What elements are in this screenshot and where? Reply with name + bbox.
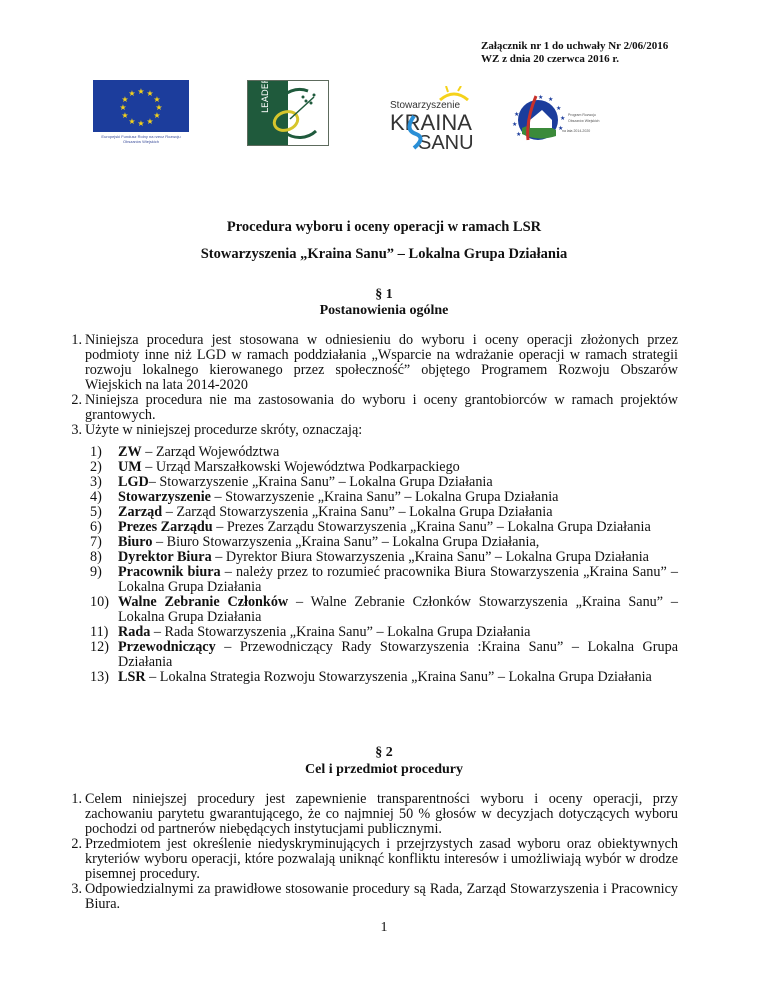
- document-title-line-2: Stowarzyszenia „Kraina Sanu” – Lokalna Grupa Działania: [200, 246, 568, 262]
- svg-text:★: ★: [153, 111, 161, 120]
- abbreviation-item: 9) Pracownik biura – należy przez to rozumieć pracownika Biura Stowarzyszenia „Kraina Sanu” – Lokalna Grupa Działania: [90, 564, 678, 595]
- section-1-list: [42, 333, 678, 438]
- page-number: 1: [380, 920, 388, 935]
- abbreviation-item: 1) ZW – Zarząd Województwa: [90, 444, 280, 460]
- svg-text:★: ★: [538, 94, 544, 101]
- kraina-sanu-emblem-icon: [388, 86, 488, 151]
- eu-stars-icon: [93, 80, 189, 132]
- svg-text:Obszarów Wiejskich: Obszarów Wiejskich: [568, 119, 600, 123]
- attachment-line-2: WZ z dnia 20 czerwca 2016 r.: [481, 53, 619, 65]
- abbreviation-item: 7) Biuro – Biuro Stowarzyszenia „Kraina Sanu” – Lokalna Grupa Działania,: [90, 534, 540, 550]
- list-item: 1. Niniejsza procedura jest stosowana w odniesieniu do wyboru i oceny operacji złożonych przez podmioty inne niż LGD w ramach poddziałania „Wsparcie na wdrażanie operacji w ramach strategii rozwoju lokalnego kierowanego przez społeczność” objętego Programem Rozwoju Obszarów Wiejskich na lata 2014-2020: [71, 332, 678, 393]
- abbreviation-item: 10) Walne Zebranie Członków – Walne Zebranie Członków Stowarzyszenia „Kraina Sanu” – Lokalna Grupa Działania: [90, 594, 678, 625]
- leader-emblem-icon: [248, 81, 328, 145]
- svg-text:LEADER: LEADER: [261, 81, 271, 113]
- svg-text:★: ★: [146, 89, 154, 98]
- svg-text:★: ★: [514, 111, 520, 118]
- svg-text:na lata 2014-2020: na lata 2014-2020: [562, 129, 591, 133]
- section-1-heading: Postanowienia ogólne: [319, 303, 449, 318]
- svg-text:SANU: SANU: [418, 132, 474, 151]
- svg-text:★: ★: [121, 95, 129, 104]
- svg-text:★: ★: [128, 117, 136, 126]
- section-2-heading: Cel i przedmiot procedury: [305, 762, 463, 777]
- prow-emblem-icon: [512, 90, 600, 146]
- svg-text:★: ★: [516, 131, 522, 138]
- svg-text:★: ★: [512, 121, 518, 128]
- abbreviation-item: 11) Rada – Rada Stowarzyszenia „Kraina Sanu” – Lokalna Grupa Działania: [90, 624, 531, 640]
- abbreviation-item: 12) Przewodniczący – Przewodniczący Rady Stowarzyszenia :Kraina Sanu” – Lokalna Grupa Działania: [90, 639, 678, 670]
- svg-text:★: ★: [558, 125, 564, 132]
- abbreviation-item: 4) Stowarzyszenie – Stowarzyszenie „Kraina Sanu” – Lokalna Grupa Działania: [90, 489, 559, 505]
- eu-fund-caption: Europejski Fundusz Rolny na rzecz Rozwoju Obszarów Wiejskich: [101, 134, 181, 144]
- eu-flag-logo: [93, 80, 189, 132]
- list-item: 3. Odpowiedzialnymi za prawidłowe stosowanie procedury są Rada, Zarząd Stowarzyszenia i Pracownicy Biura.: [71, 881, 678, 912]
- svg-text:★: ★: [560, 115, 566, 122]
- svg-text:★: ★: [153, 95, 161, 104]
- document-title-line-1: Procedura wyboru i oceny operacji w ramach LSR: [226, 219, 542, 235]
- list-item: 2. Przedmiotem jest określenie niedyskryminujących i przejrzystych zasad wyboru oraz obiektywnych kryteriów wyboru operacji, które pozwalają uniknąć konfliktu interesów i umożliwiają wybór w drodze pisemnej procedury.: [71, 836, 678, 882]
- leader-logo: [247, 80, 329, 146]
- list-item: 3. Użyte w niniejszej procedurze skróty, oznaczają:: [71, 422, 363, 438]
- svg-text:★: ★: [556, 105, 562, 112]
- abbreviation-item: 3) LGD– Stowarzyszenie „Kraina Sanu” – Lokalna Grupa Działania: [90, 474, 493, 490]
- abbreviations-list: [90, 445, 678, 685]
- svg-text:Stowarzyszenie: Stowarzyszenie: [390, 100, 461, 111]
- kraina-sanu-logo: [388, 86, 488, 151]
- abbreviation-item: 2) UM – Urząd Marszałkowski Województwa Podkarpackiego: [90, 459, 460, 475]
- svg-text:★: ★: [548, 96, 554, 103]
- section-2-list: [42, 792, 678, 912]
- svg-text:★: ★: [121, 111, 129, 120]
- svg-text:★: ★: [146, 117, 154, 126]
- section-1-symbol: § 1: [375, 287, 393, 302]
- attachment-note: [481, 40, 668, 66]
- section-2-symbol: § 2: [375, 745, 393, 760]
- svg-text:★: ★: [137, 119, 145, 128]
- abbreviation-item: 13) LSR – Lokalna Strategia Rozwoju Stowarzyszenia „Kraina Sanu” – Lokalna Grupa Działania: [90, 669, 652, 685]
- svg-text:Program Rozwoju: Program Rozwoju: [568, 113, 596, 117]
- svg-text:★: ★: [155, 103, 163, 112]
- list-item: 2. Niniejsza procedura nie ma zastosowania do wyboru i oceny grantobiorców w ramach projektów grantowych.: [71, 392, 678, 423]
- svg-text:★: ★: [128, 89, 136, 98]
- abbreviation-item: 6) Prezes Zarządu – Prezes Zarządu Stowarzyszenia „Kraina Sanu” – Lokalna Grupa Działania: [90, 519, 651, 535]
- abbreviation-item: 8) Dyrektor Biura – Dyrektor Biura Stowarzyszenia „Kraina Sanu” – Lokalna Grupa Działania: [90, 549, 649, 565]
- abbreviation-item: 5) Zarząd – Zarząd Stowarzyszenia „Kraina Sanu” – Lokalna Grupa Działania: [90, 504, 553, 520]
- attachment-line-1: Załącznik nr 1 do uchwały Nr 2/06/2016: [481, 40, 669, 52]
- svg-text:★: ★: [137, 87, 145, 96]
- svg-text:KRAINA: KRAINA: [390, 110, 472, 135]
- svg-text:★: ★: [119, 103, 127, 112]
- logo-strip: [0, 78, 768, 158]
- list-item: 1. Celem niniejszej procedury jest zapewnienie transparentności wyboru i oceny operacji, przy zachowaniu parytetu gwarantującego, że co najmniej 50 % głosów w decyzjach dotyczących wyboru pochodzi od partnerów niebędących instytucjami publicznymi.: [71, 791, 678, 837]
- prow-logo: [512, 90, 600, 146]
